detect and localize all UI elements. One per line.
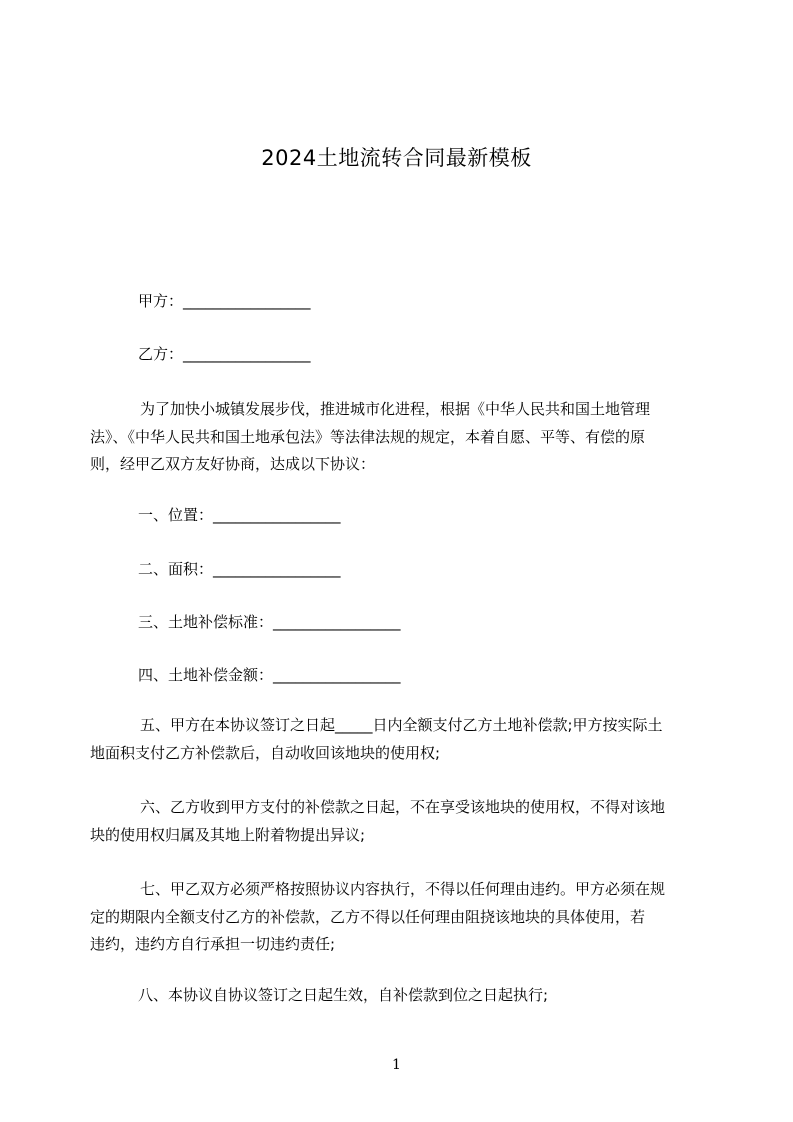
clause-breach: [90, 876, 703, 959]
preamble-line: 为了加快小城镇发展步伐，推进城市化进程，根据《中华人民共和国土地管理: [140, 400, 651, 418]
preamble-paragraph: [90, 396, 703, 479]
clause-rights-transfer: [90, 794, 703, 849]
clause-line: 六、乙方收到甲方支付的补偿款之日起，不在享受该地块的使用权，不得对该地: [140, 798, 666, 816]
clause-line: 块的使用权归属及其地上附着物提出异议;: [90, 825, 366, 844]
preamble-line: 法》、《中华人民共和国土地承包法》等法律法规的规定，本着自愿、平等、有偿的原: [90, 427, 646, 446]
clause-payment: [90, 712, 703, 767]
clause-line: 违约，违约方自行承担一切违约责任;: [90, 935, 336, 953]
clause-compensation-amount: 四、土地补偿金额：_________________: [138, 666, 401, 684]
preamble-line: 则，经甲乙双方友好协商，达成以下协议：: [90, 455, 376, 473]
page-number: 1: [392, 1057, 401, 1073]
clause-effective: 八、本协议自协议签订之日起生效，自补偿款到位之日起执行;: [138, 986, 549, 1004]
clause-line: 地面积支付乙方补偿款后，自动收回该地块的使用权;: [90, 743, 441, 762]
clause-compensation-standard: 三、土地补偿标准：_________________: [138, 613, 401, 631]
document-title: 2024土地流转合同最新模板: [261, 146, 532, 170]
clause-line: 五、甲方在本协议签订之日起_____日内全额支付乙方土地补偿款;甲方按实际土: [140, 716, 663, 734]
clause-line: 七、甲乙双方必须严格按照协议内容执行，不得以任何理由违约。甲方必须在规: [140, 880, 666, 898]
clause-area: 二、面积：_________________: [138, 560, 341, 578]
clause-line: 定的期限内全额支付乙方的补偿款，乙方不得以任何理由阻挠该地块的具体使用，若: [90, 907, 646, 926]
party-b-line: 乙方：_________________: [138, 345, 311, 363]
party-a-line: 甲方：_________________: [138, 292, 311, 310]
clause-location: 一、位置：_________________: [138, 506, 341, 524]
